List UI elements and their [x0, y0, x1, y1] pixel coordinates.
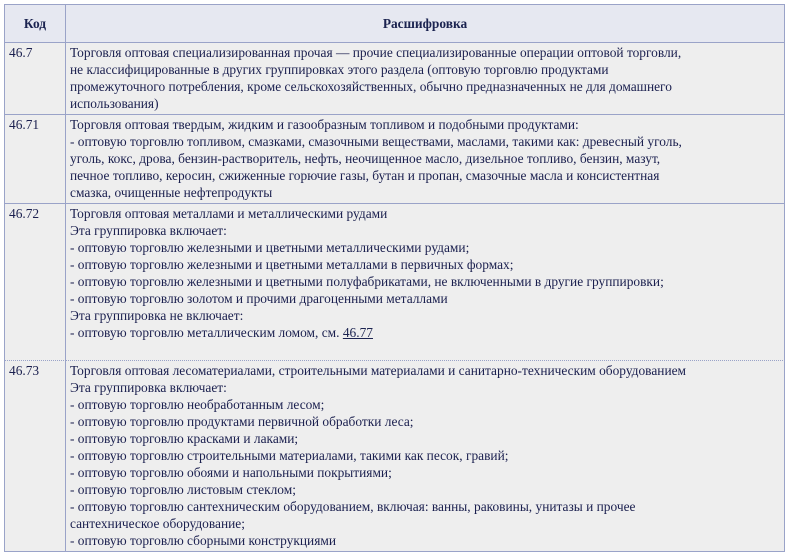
row-description [66, 115, 785, 204]
row-description [66, 43, 785, 115]
description-line: промежуточного потребления, кроме сельскохозяйственных, обычно предназначенных не для домашнего [70, 79, 672, 94]
description-line: Эта группировка включает: [70, 380, 227, 395]
description-line [70, 324, 780, 341]
description-line: - оптовую торговлю продуктами первичной обработки леса; [70, 414, 414, 429]
description-line: Эта группировка не включает: [70, 308, 244, 323]
header-description: Расшифровка [66, 4, 785, 43]
description-line: - оптовую торговлю железными и цветными металлами в первичных формах; [70, 257, 514, 272]
description-line: Торговля оптовая лесоматериалами, строительными материалами и санитарно-техническим оборудованием [70, 363, 687, 378]
description-line: смазка, очищенные нефтепродукты [70, 185, 273, 200]
description-line: - оптовую торговлю красками и лаками; [70, 431, 299, 446]
code-46-77-link[interactable]: 46.77 [342, 325, 373, 340]
description-line: использования) [70, 96, 159, 111]
row-description [66, 361, 785, 552]
description-line: - оптовую торговлю золотом и прочими драгоценными металлами [70, 291, 448, 306]
header-code: Код [4, 4, 66, 43]
description-line: Торговля оптовая специализированная прочая — прочие специализированные операции оптовой торговли, [70, 45, 682, 60]
table-header-row [4, 4, 785, 43]
row-code: 46.73 [4, 361, 66, 552]
row-description [66, 204, 785, 361]
description-line: печное топливо, керосин, сжиженные горючие газы, бутан и пропан, смазочные масла и консистентная [70, 168, 660, 183]
description-line: - оптовую торговлю сантехническим оборудованием, включая: ванны, раковины, унитазы и прочее [70, 499, 636, 514]
okved-table-container [4, 4, 785, 549]
table-row [4, 43, 785, 115]
description-line: - оптовую торговлю листовым стеклом; [70, 482, 296, 497]
table-row [4, 361, 785, 552]
description-line: Эта группировка включает: [70, 223, 227, 238]
description-line: - оптовую торговлю необработанным лесом; [70, 397, 325, 412]
table-row [4, 115, 785, 204]
description-text: - оптовую торговлю металлическим ломом, см. [70, 325, 343, 340]
row-code: 46.71 [4, 115, 66, 204]
spacer-line [70, 341, 780, 358]
description-line: Торговля оптовая твердым, жидким и газообразным топливом и подобными продуктами: [70, 117, 579, 132]
description-line: уголь, кокс, дрова, бензин-растворитель, нефть, неочищенное масло, дизельное топливо, бензин, мазут, [70, 151, 661, 166]
description-line: сантехническое оборудование; [70, 516, 245, 531]
description-line: - оптовую торговлю строительными материалами, такими как песок, гравий; [70, 448, 509, 463]
description-line: - оптовую торговлю сборными конструкциями [70, 533, 337, 548]
row-code: 46.72 [4, 204, 66, 361]
description-line: - оптовую торговлю железными и цветными металлическими рудами; [70, 240, 470, 255]
table-row [4, 204, 785, 361]
description-line: - оптовую торговлю обоями и напольными покрытиями; [70, 465, 392, 480]
okved-table [4, 4, 785, 552]
row-code: 46.7 [4, 43, 66, 115]
description-line: - оптовую торговлю топливом, смазками, смазочными веществами, маслами, такими как: древесный уголь, [70, 134, 682, 149]
description-line: не классифицированные в других группировках этого раздела (оптовую торговлю продуктами [70, 62, 609, 77]
description-line: Торговля оптовая металлами и металлическими рудами [70, 206, 388, 221]
description-line: - оптовую торговлю железными и цветными полуфабрикатами, не включенными в другие группировки; [70, 274, 664, 289]
